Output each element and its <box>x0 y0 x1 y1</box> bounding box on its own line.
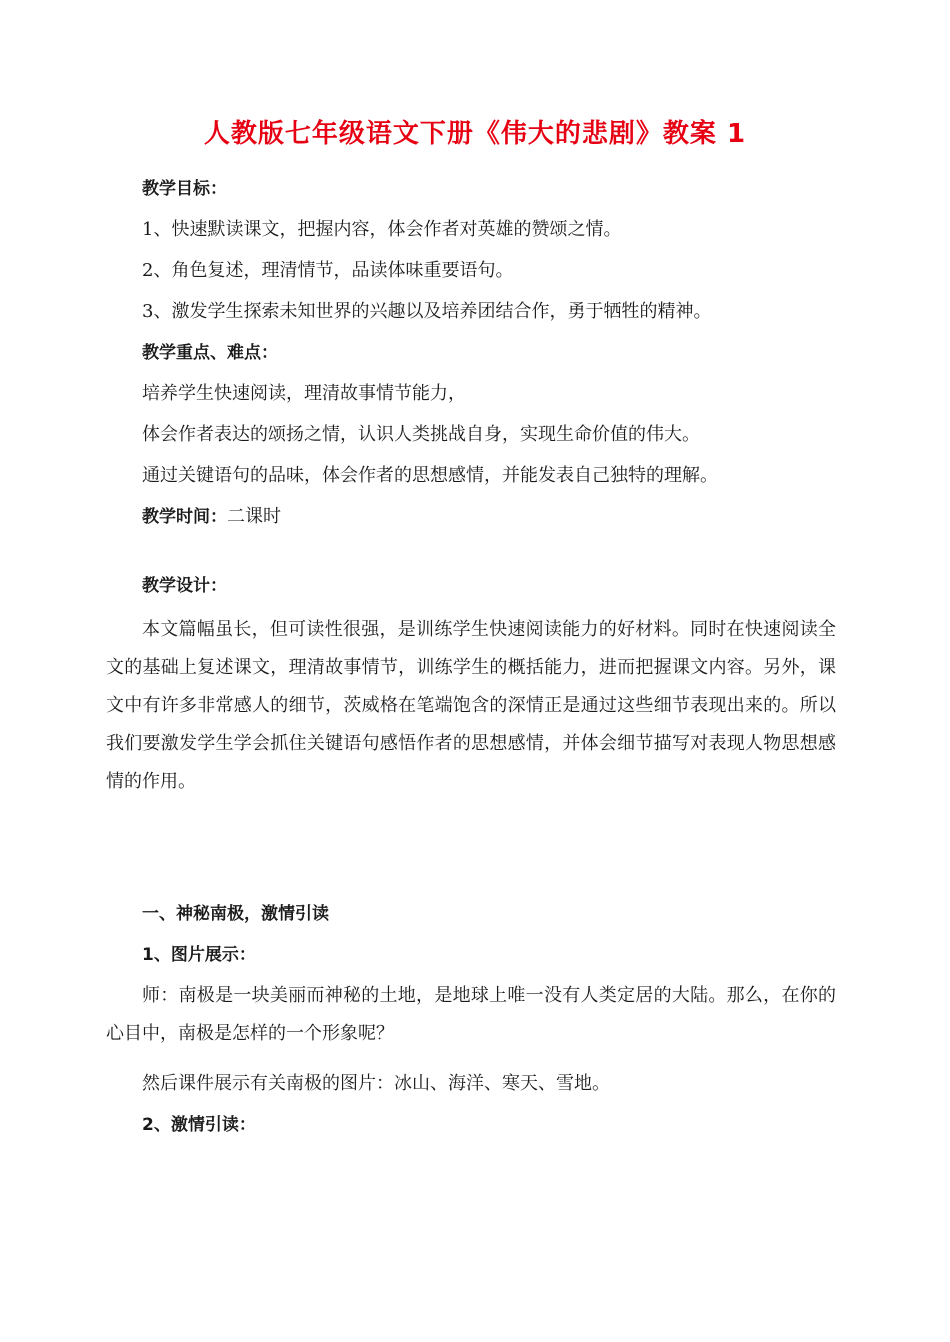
key-point-item: 通过关键语句的品味，体会作者的思想感情，并能发表自己独特的理解。 <box>142 465 718 486</box>
objective-item: 1、快速默读课文，把握内容，体会作者对英雄的赞颂之情。 <box>142 219 622 240</box>
objective-item: 3、激发学生探索未知世界的兴趣以及培养团结合作，勇于牺牲的精神。 <box>142 301 712 322</box>
teaching-time-value: 二课时 <box>227 506 281 527</box>
design-heading: 教学设计： <box>142 576 227 596</box>
objective-item: 2、角色复述，理清情节，品读体味重要语句。 <box>142 260 514 281</box>
section-1-sub-2: 2、激情引读： <box>142 1115 256 1135</box>
then-line: 然后课件展示有关南极的图片：冰山、海洋、寒天、雪地。 <box>142 1073 610 1094</box>
document-title: 人教版七年级语文下册《伟大的悲剧》教案 1 <box>203 119 747 149</box>
teaching-time-label: 教学时间： <box>142 507 227 527</box>
teacher-paragraph: 师：南极是一块美丽而神秘的土地，是地球上唯一没有人类定居的大陆。那么，在你的心目中，南极是怎样的一个形象呢？ <box>106 985 836 1044</box>
key-point-item: 培养学生快速阅读，理清故事情节能力， <box>142 383 466 404</box>
section-1-heading: 一、神秘南极，激情引读 <box>142 904 329 924</box>
teaching-time <box>142 504 281 530</box>
objectives-heading: 教学目标： <box>142 179 227 199</box>
key-points-heading: 教学重点、难点： <box>142 343 278 363</box>
design-paragraph: 本文篇幅虽长，但可读性很强，是训练学生快速阅读能力的好材料。同时在快速阅读全文的基础上复述课文，理清故事情节，训练学生的概括能力，进而把握课文内容。另外，课文中有许多非常感人的细节，茨威格在笔端饱含的深情正是通过这些细节表现出来的。所以我们要激发学生学会抓住关键语句感悟作者的思想感情，并体会细节描写对表现人物思想感情的作用。 <box>106 619 836 792</box>
section-1-sub-1: 1、图片展示： <box>142 945 256 965</box>
key-point-item: 体会作者表达的颂扬之情，认识人类挑战自身，实现生命价值的伟大。 <box>142 424 700 445</box>
